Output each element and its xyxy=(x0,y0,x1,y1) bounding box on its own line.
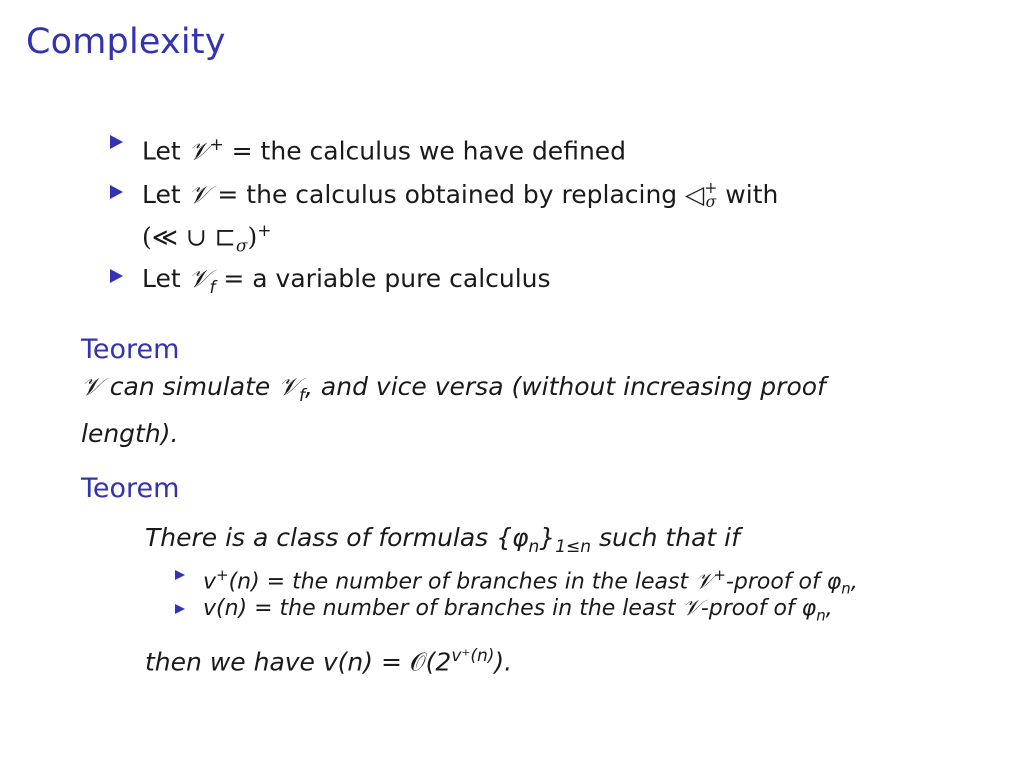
math-expression: ) xyxy=(247,222,258,252)
theorem-text: v xyxy=(203,569,217,595)
math-subscript: 1≤n xyxy=(555,537,592,557)
theorem-body xyxy=(145,518,975,678)
bullet-item xyxy=(108,126,968,164)
theorem-text: , xyxy=(825,596,833,621)
theorem-block-1 xyxy=(81,332,961,453)
theorem-text: such that if xyxy=(591,523,740,552)
math-subscript: f xyxy=(299,386,306,406)
math-subscript: n xyxy=(841,579,851,598)
bullet-triangle-icon xyxy=(110,269,123,283)
theorem-text: ). xyxy=(494,647,513,677)
math-symbol: 𝒱 xyxy=(278,372,300,401)
math-symbol: 𝒱 xyxy=(188,180,210,209)
math-subscript: n xyxy=(816,606,826,625)
theorem-heading: Teorem xyxy=(81,473,180,504)
math-superscript: + xyxy=(704,179,718,198)
bullet-text: Let xyxy=(142,136,189,166)
math-superscript: + xyxy=(209,135,224,155)
theorem-text: There is a class of formulas {φ xyxy=(145,523,529,552)
theorem-text: , and vice versa (without increasing proof xyxy=(305,372,826,401)
bullet-item xyxy=(108,176,968,257)
math-expression: (≪ ∪ ⊏ xyxy=(142,222,236,252)
theorem-text: length). xyxy=(81,419,179,448)
theorem-heading: Teorem xyxy=(81,334,180,365)
sub-bullet-list xyxy=(173,558,975,626)
theorem-text: -proof of φ xyxy=(700,596,817,621)
math-symbol: 𝒱 xyxy=(188,264,210,293)
bullet-triangle-icon xyxy=(175,604,185,614)
sub-bullet-item xyxy=(173,558,975,598)
theorem-text: can simulate xyxy=(101,372,279,401)
theorem-conclusion xyxy=(145,634,975,678)
bullet-text: Let xyxy=(142,264,189,293)
bullet-triangle-icon xyxy=(175,570,185,580)
bullet-triangle-icon xyxy=(110,185,123,199)
bullet-list xyxy=(108,126,968,310)
bullet-item xyxy=(108,260,968,298)
math-superscript: v⁺(n) xyxy=(451,646,495,666)
math-symbol: 𝒱 xyxy=(695,569,714,595)
theorem-block-2 xyxy=(81,471,961,507)
theorem-text: } xyxy=(539,523,556,552)
bullet-text: with xyxy=(717,180,779,209)
math-symbol: 𝒪 xyxy=(409,647,426,677)
math-superscript: + xyxy=(257,221,272,241)
theorem-text: v(n) = the number of branches in the least xyxy=(203,596,683,621)
theorem-text: (2 xyxy=(425,647,452,677)
math-symbol: 𝒱 xyxy=(81,372,102,401)
math-symbol: 𝒱 xyxy=(682,596,701,621)
math-subscript: f xyxy=(209,278,216,298)
slide-title: Complexity xyxy=(26,22,226,62)
theorem-text: (n) = the number of branches in the least xyxy=(228,569,696,595)
math-superscript: + xyxy=(216,566,229,584)
theorem-body xyxy=(81,368,961,453)
bullet-triangle-icon xyxy=(110,135,123,149)
math-subscript: σ xyxy=(705,193,717,211)
sub-bullet-item xyxy=(173,592,975,626)
bullet-text: Let xyxy=(142,180,189,209)
math-symbol: 𝒱 xyxy=(188,136,210,166)
bullet-text: = the calculus obtained by replacing xyxy=(209,180,686,209)
bullet-text: = the calculus we have defined xyxy=(223,136,627,166)
math-symbol: ◁ xyxy=(685,180,705,209)
theorem-text: then we have v(n) = xyxy=(145,647,410,677)
theorem-text: , xyxy=(850,569,858,595)
math-superscript: + xyxy=(713,566,726,584)
math-subscript: σ xyxy=(235,236,248,257)
theorem-text: -proof of φ xyxy=(725,569,842,595)
math-subscript: n xyxy=(528,537,540,557)
bullet-text: = a variable pure calculus xyxy=(215,264,551,293)
